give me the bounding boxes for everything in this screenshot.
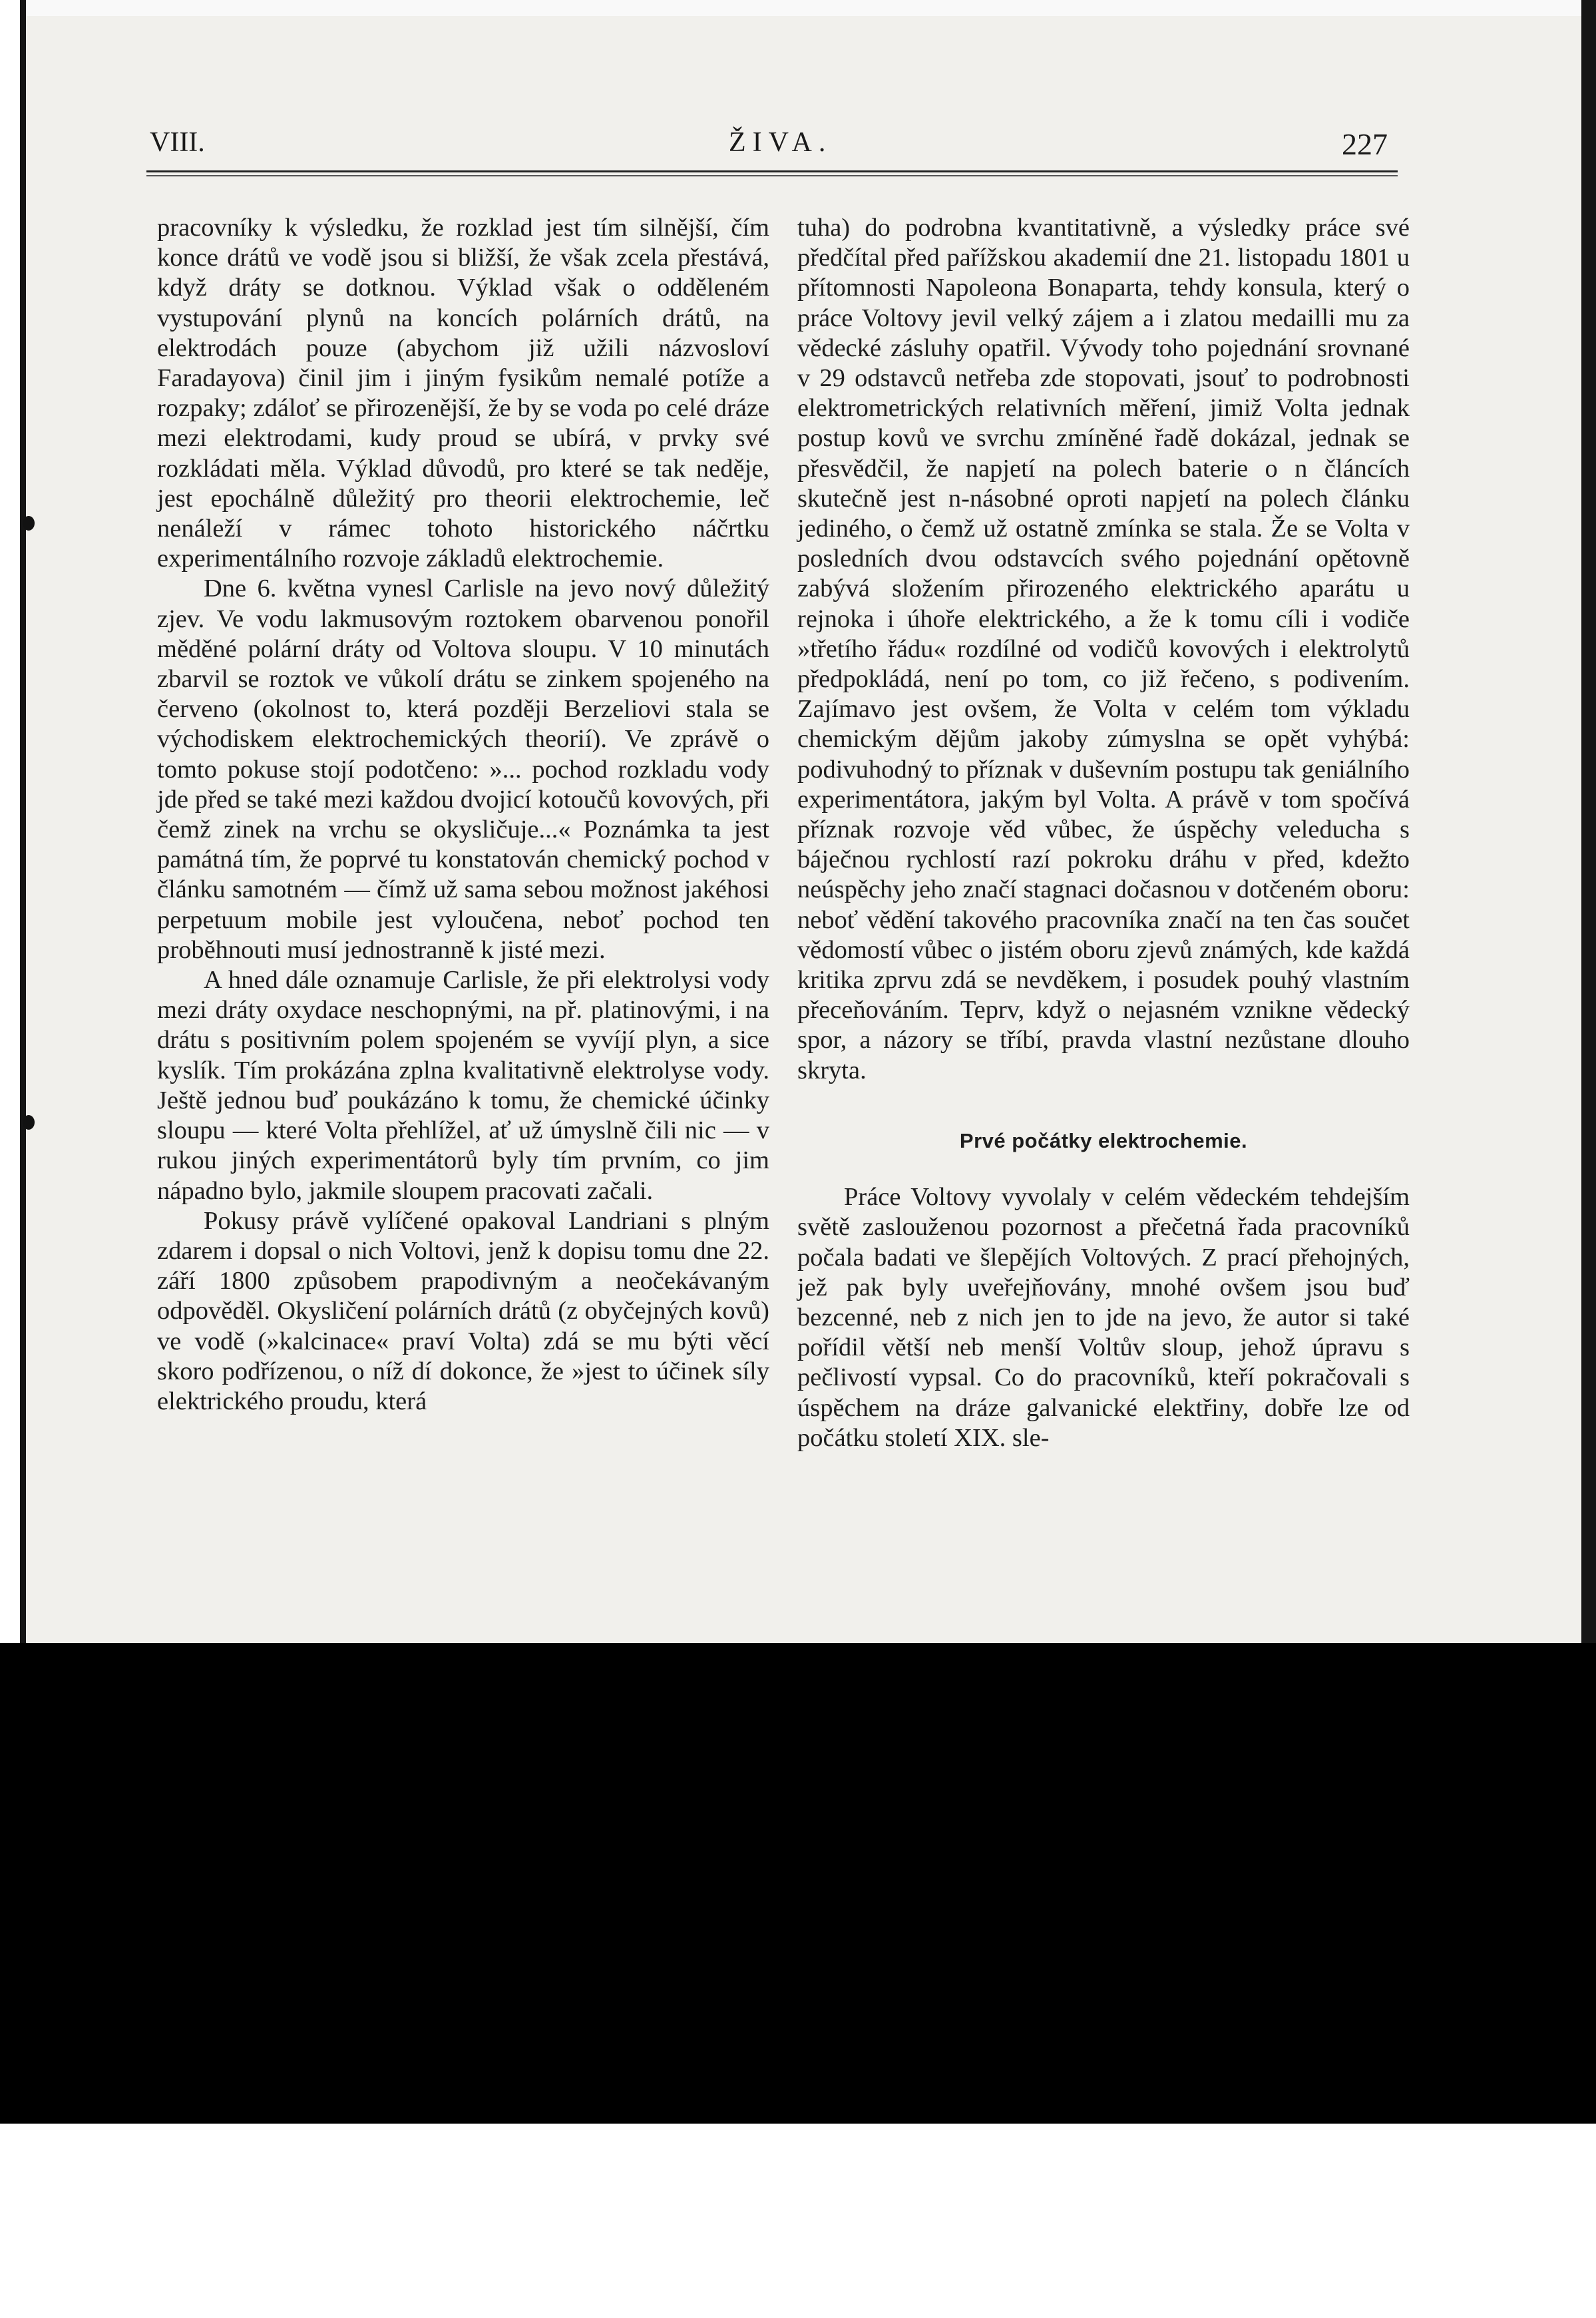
right-binding-shadow bbox=[1581, 0, 1596, 1643]
volume-number: VIII. bbox=[150, 127, 205, 158]
left-margin-edge bbox=[0, 0, 21, 1643]
journal-title: ŽIVA. bbox=[729, 127, 833, 158]
paragraph: tuha) do podrobna kvantitativně, a výsledky práce své předčítal před pařížskou akademií dne 21. listopadu 1801 u přítomnosti Napoleona Bonaparta, tehdy konsula, který o práce Voltovy jevil velký zájem a i zlatou medailli mu za vědecké zásluhy opatřil. Vývody toho pojednání srovnané v 29 odstavců netřeba zde stopovati, jsouť to podrobnosti elektrometrických relativních měření, jimiž Volta jednak postup kovů ve svrchu zmíněné řadě dokázal, jednak se přesvědčil, že napjetí na polech baterie o n článcích skutečně jest n-násobné oproti napjetí na polech článku jediného, o čemž už ostatně zmínka se stala. Že se Volta v posledních dvou odstavcích svého pojednání opětovně zabývá složením přirozeného elektrického aparátu u rejnoka i úhoře elektrického, a že k tomu cíli i vodiče »třetího řádu« rozdílné od vodičů kovových i elektrolytů předpokládá, není po tom, co již řečeno, s podivením. Zajímavo jest ovšem, že Volta v celém tom výkladu chemickým dějům jakoby zúmyslna se opět vyhýbá: podivuhodný to příznak v duševním postupu tak geniálního experimentátora, jakým byl Volta. A právě v tom spočívá příznak rozvoje věd vůbec, že úspěchy veleducha s báječnou rychlostí razí pokroku dráhu v před, kdežto neúspěchy jeho značí stagnaci dočasnou v dotčeném oboru: neboť vědění takového pracovníka značí na ten čas součet vědomostí vůbec o jistém oboru zjevů známých, kde každá kritika zprvu zdá se nevděkem, i posudek pouhý vlastním přeceňováním. Teprv, když o nejasném vznikne vědecký spor, a názory se tříbí, pravda vlastní nezůstane dlouho skryta. bbox=[797, 214, 1410, 1084]
paragraph: Práce Voltovy vyvolaly v celém vědeckém tehdejším světě zaslouženou pozornost a přečetná řada pracovníků počala badati ve šlepějích Voltových. Z prací přehojných, jež pak byly uveřejňovány, mnohé ovšem jsou buď bezcenné, neb z nich jen to jde na jevo, že autor si také pořídil větší neb menší Voltův sloup, jehož úpravu s pečlivostí vypsal. Co do pracovníků, kteří pokračovali s úspěchem na dráze galvanické elektřiny, dobře lze od počátku století XIX. sle- bbox=[797, 1183, 1410, 1452]
header-rule bbox=[146, 170, 1398, 172]
scan-black-area bbox=[0, 1643, 1596, 2124]
blank-bottom-area bbox=[0, 2124, 1596, 2318]
left-binding-shadow bbox=[20, 0, 26, 1643]
left-column bbox=[157, 213, 769, 1417]
page-top-edge bbox=[0, 0, 1596, 16]
page-number: 227 bbox=[1342, 127, 1388, 161]
paragraph: A hned dále oznamuje Carlisle, že při elektrolysi vody mezi dráty oxydace neschopnými, na př. platinovými, i na drátu s positivním polem spojeném se vyvíjí plyn, a sice kyslík. Tím prokázána zplna kvalitativně elektrolyse vody. Ještě jednou buď poukázáno k tomu, že chemické účinky sloupu — které Volta přehlížel, ať už úmyslně čili nic — v rukou jiných experimentátorů byly tím prvním, co jim nápadno bylo, jakmile sloupem pracovati začali. bbox=[157, 966, 769, 1205]
paragraph: pracovníky k výsledku, že rozklad jest tím silnější, čím konce drátů ve vodě jsou si bližší, že však zcela přestává, když dráty se dotknou. Výklad však o odděleném vystupování plynů na koncích polárních drátů, na elektrodách pouze (abychom již užili názvosloví Faradayova) činil jim i jiným fysikům nemalé potíže a rozpaky; zdáloť se přirozenější, že by se voda po celé dráze mezi elektrodami, kudy proud se ubírá, v prvky své rozkládati měla. Výklad důvodů, pro které se tak neděje, jest epochálně důležitý pro theorii elektrochemie, leč nenáleží v rámec tohoto historického náčrtku experimentálního rozvoje základů elektrochemie. bbox=[157, 214, 769, 573]
paragraph: Dne 6. května vynesl Carlisle na jevo nový důležitý zjev. Ve vodu lakmusovým roztokem obarvenou ponořil měděné polární dráty od Voltova sloupu. V 10 minutách zbarvil se roztok ve vůkolí drátu se zinkem spojeného na červeno (okolnost to, která později Berzeliovi stala se východiskem elektrochemických theorií). Ve zprávě o tomto pokuse stojí podotčeno: »... pochod rozkladu vody jde před se také mezi každou dvojicí kotoučů kovových, při čemž zinek na vrchu se okysličuje...« Poznámka ta jest památná tím, že poprvé tu konstatován chemický pochod v článku samotném — čímž už sama sebou možnost jakéhosi perpetuum mobile jest vyloučena, neboť pochod ten proběhnouti musí jednostranně k jisté mezi. bbox=[157, 575, 769, 964]
punch-mark bbox=[23, 516, 35, 531]
right-column bbox=[797, 213, 1410, 1453]
paragraph: Pokusy právě vylíčené opakoval Landriani s plným zdarem i dopsal o nich Voltovi, jenž k dopisu tomu dne 22. září 1800 způsobem prapodivným a neočekávaným odpověděl. Okysličení polárních drátů (z obyčejných kovů) ve vodě (»kalcinace« praví Volta) zdá se mu býti věcí skoro podřízenou, o níž dí dokonce, že »jest to účinek síly elektrického proudu, která bbox=[157, 1206, 769, 1415]
header-rule-thin bbox=[146, 175, 1398, 176]
running-header bbox=[150, 126, 1388, 166]
punch-mark bbox=[23, 1115, 35, 1130]
section-heading: Prvé počátky elektrochemie. bbox=[959, 1128, 1248, 1152]
